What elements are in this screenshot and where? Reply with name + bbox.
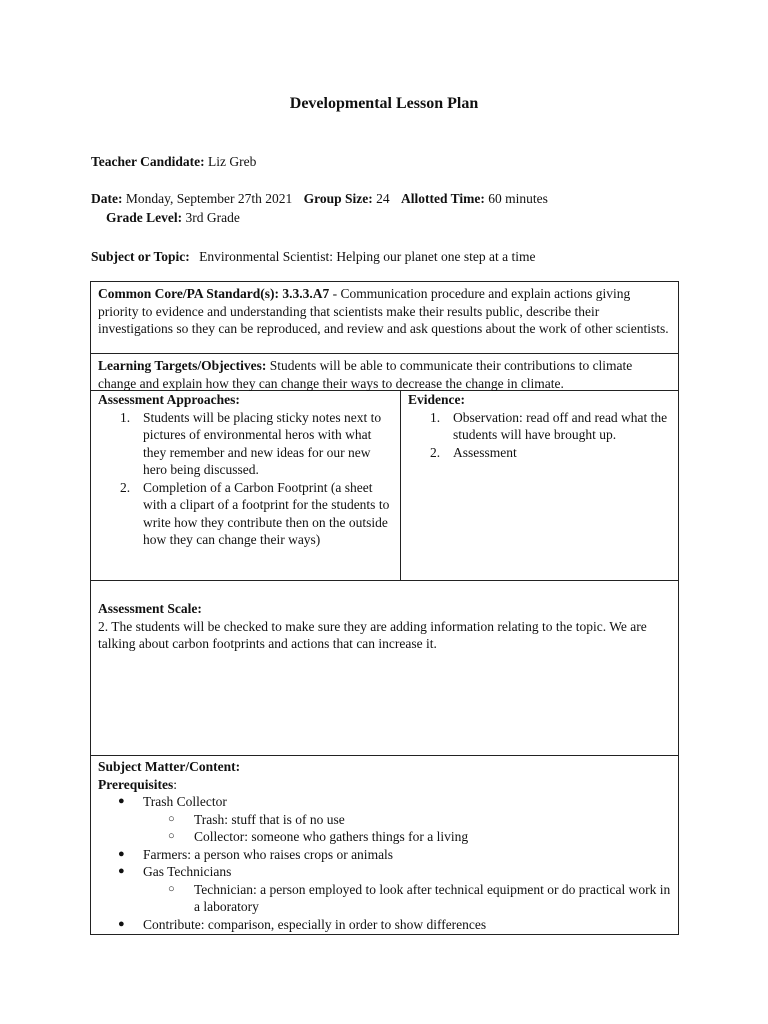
sub-list	[143, 811, 672, 846]
evidence-label: Evidence:	[408, 392, 465, 407]
bullet-icon: ●	[118, 917, 125, 930]
item-text: Observation: read off and read what the students will have brought up.	[453, 409, 668, 442]
prerequisites-colon: :	[173, 776, 178, 792]
item-number: 2.	[430, 444, 441, 460]
grade-level-label: Grade Level:	[106, 210, 183, 225]
allotted-time-label: Allotted Time:	[400, 191, 485, 206]
grade-line	[106, 209, 240, 227]
date-line	[91, 190, 548, 208]
subject-value: Environmental Scientist: Helping our planet one step at a time	[199, 249, 536, 264]
standard-row	[91, 282, 678, 354]
standard-code: 3.3.3.A7	[282, 286, 330, 301]
circle-bullet-icon: ○	[168, 812, 175, 825]
approaches-label: Assessment Approaches:	[98, 392, 240, 407]
group-size-value: 24	[376, 191, 390, 206]
list-item	[98, 846, 672, 864]
targets-text: Students will be able to communicate their contributions to climate change and explain how they can change their ways to decrease the change in climate.	[98, 358, 633, 391]
item-number: 1.	[430, 409, 441, 425]
evidence-cell	[401, 391, 678, 580]
scale-row	[91, 581, 678, 756]
subject-matter-label: Subject Matter/Content:	[98, 759, 241, 774]
grade-level-value: 3rd Grade	[185, 210, 240, 225]
item-text: Farmers: a person who raises crops or animals	[143, 846, 394, 862]
item-text: Contribute: comparison, especially in order to show differences	[143, 916, 487, 932]
subject-matter-row	[91, 756, 678, 934]
date-value: Monday, September 27th 2021	[125, 191, 293, 206]
item-text: Gas Technicians	[143, 864, 232, 879]
teacher-line	[91, 153, 256, 171]
standard-label: Common Core/PA Standard(s):	[98, 286, 279, 301]
item-number: 1.	[120, 409, 131, 425]
sub-list-item	[98, 881, 672, 916]
item-text: Assessment	[453, 444, 517, 460]
assessment-row	[91, 391, 678, 581]
targets-row	[91, 354, 678, 391]
group-size-label: Group Size:	[303, 191, 373, 206]
teacher-value: Liz Greb	[208, 154, 257, 169]
prerequisites-label: Prerequisites	[98, 776, 174, 792]
sub-item-text: Technician: a person employed to look after technical equipment or do practical work in a laboratory	[194, 881, 671, 914]
sub-list	[143, 881, 672, 916]
list-item	[98, 409, 394, 479]
scale-label: Assessment Scale:	[98, 601, 202, 616]
sub-list-item	[98, 811, 672, 829]
item-text: Trash Collector	[143, 794, 227, 809]
item-text: Students will be placing sticky notes next to pictures of environmental heros with what they remember and new ideas for our new hero being discussed.	[143, 409, 382, 477]
list-item	[98, 916, 672, 934]
list-item	[408, 409, 672, 444]
prerequisites-line	[98, 776, 672, 794]
list-item	[408, 444, 672, 462]
standard-text: - Communication procedure and explain actions giving priority to evidence and understanding that scientists make their results public, describe their investigations so they can be reproduced, and review and ask questions about the work of other scientists.	[98, 286, 669, 336]
sub-item-text: Collector: someone who gathers things for a living	[194, 829, 469, 844]
bullet-icon: ●	[118, 795, 125, 807]
page-title: Developmental Lesson Plan	[289, 95, 479, 112]
list-item	[98, 863, 672, 916]
bullet-icon: ●	[118, 865, 125, 877]
sub-item-text: Trash: stuff that is of no use	[194, 811, 345, 827]
scale-text: 2. The students will be checked to make sure they are adding information relating to the topic. We are talking about carbon footprints and actions that can increase it.	[98, 618, 647, 651]
item-text: Completion of a Carbon Footprint (a sheet with a clipart of a footprint for the students to write how they contribute then on the outside how they can change their ways)	[143, 479, 390, 547]
allotted-time-value: 60 minutes	[488, 191, 548, 206]
teacher-label: Teacher Candidate:	[91, 154, 205, 169]
list-item	[98, 479, 394, 549]
circle-bullet-icon: ○	[168, 830, 175, 842]
sub-list-item	[98, 828, 672, 846]
targets-label: Learning Targets/Objectives:	[98, 358, 267, 373]
circle-bullet-icon: ○	[168, 882, 175, 895]
lesson-table	[90, 281, 679, 935]
subject-line	[91, 248, 535, 266]
approaches-cell	[91, 391, 401, 580]
bullet-icon: ●	[118, 847, 125, 860]
list-item	[98, 793, 672, 846]
item-number: 2.	[120, 479, 131, 495]
prerequisites-list	[98, 793, 672, 933]
subject-label: Subject or Topic:	[91, 249, 190, 264]
approaches-list	[98, 409, 394, 549]
evidence-list	[408, 409, 672, 462]
date-label: Date:	[91, 191, 123, 206]
